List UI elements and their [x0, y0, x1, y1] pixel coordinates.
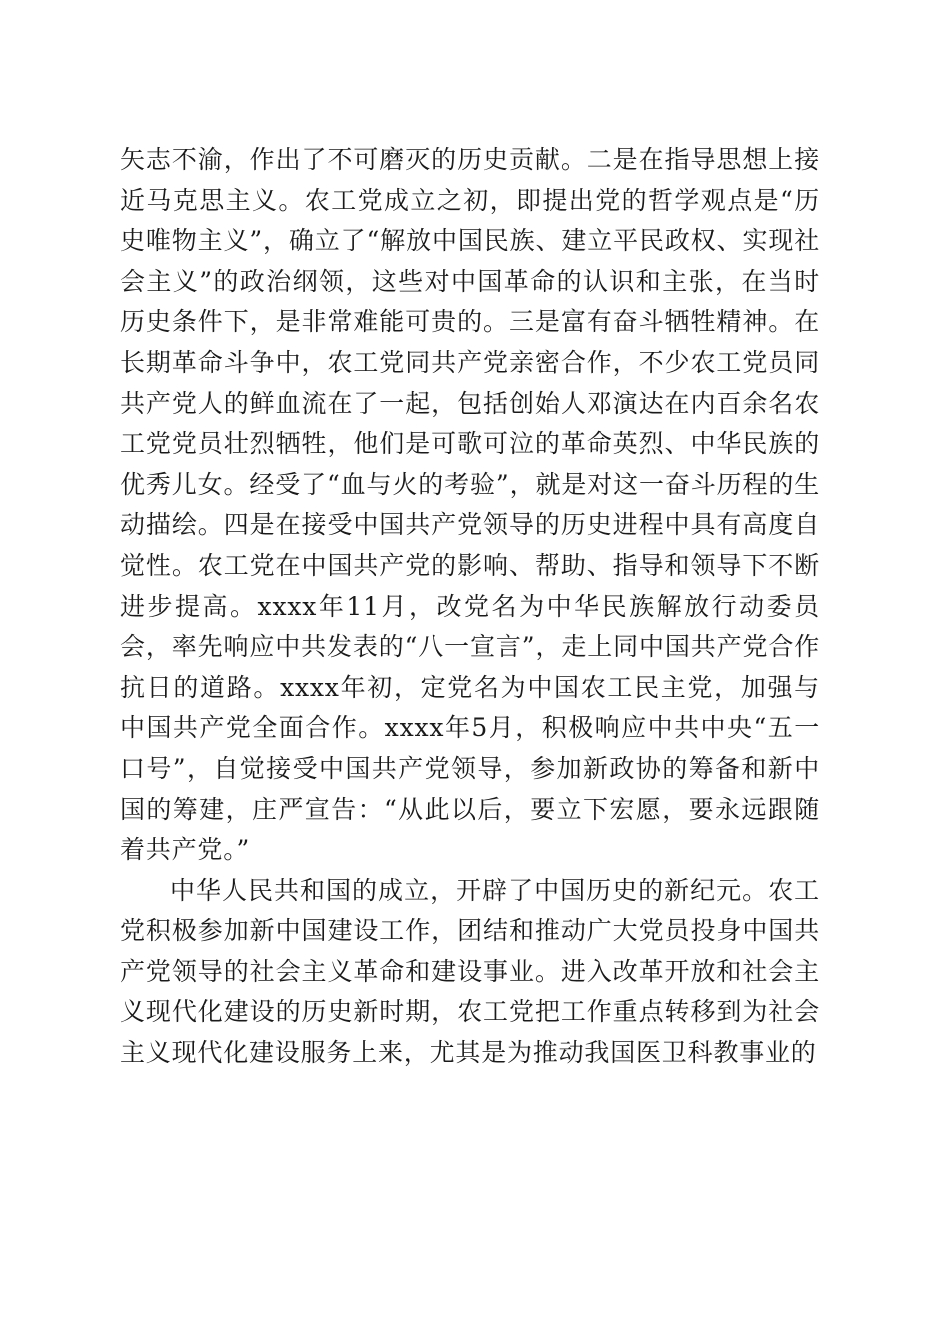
paragraph-prc-founding: 中华人民共和国的成立，开辟了中国历史的新纪元。农工党积极参加新中国建设工作，团结和推动广大党员投身中国共产党领导的社会主义革命和建设事业。进入改革开放和社会主义现代化建设的历史新时期，农工党把工作重点转移到为社会主义现代化建设服务上来，尤其是为推动我国医卫科教事业的	[120, 875, 820, 1068]
paragraph-history-contributions: 矢志不渝，作出了不可磨灭的历史贡献。二是在指导思想上接近马克思主义。农工党成立之初，即提出党的哲学观点是“历史唯物主义”，确立了“解放中国民族、建立平民政权、实现社会主义”的政治纲领，这些对中国革命的认识和主张，在当时历史条件下，是非常难能可贵的。三是富有奋斗牺牲精神。在长期革命斗争中，农工党同共产党亲密合作，不少农工党员同共产党人的鲜血流在了一起，包括创始人邓演达在内百余名农工党党员壮烈牺牲，他们是可歌可泣的革命英烈、中华民族的优秀儿女。经受了“血与火的考验”，就是对这一奋斗历程的生动描绘。四是在接受中国共产党领导的历史进程中具有高度自觉性。农工党在中国共产党的影响、帮助、指导和领导下不断进步提高。xxxx年11月，改党名为中华民族解放行动委员会，率先响应中共发表的“八一宣言”，走上同中国共产党合作抗日的道路。xxxx年初，定党名为中国农工民主党，加强与中国共产党全面合作。xxxx年5月，积极响应中共中央“五一口号”，自觉接受中国共产党领导，参加新政协的筹备和新中国的筹建，庄严宣告：“从此以后，要立下宏愿，要永远跟随着共产党。”	[120, 145, 820, 865]
body-text	[120, 140, 820, 1074]
